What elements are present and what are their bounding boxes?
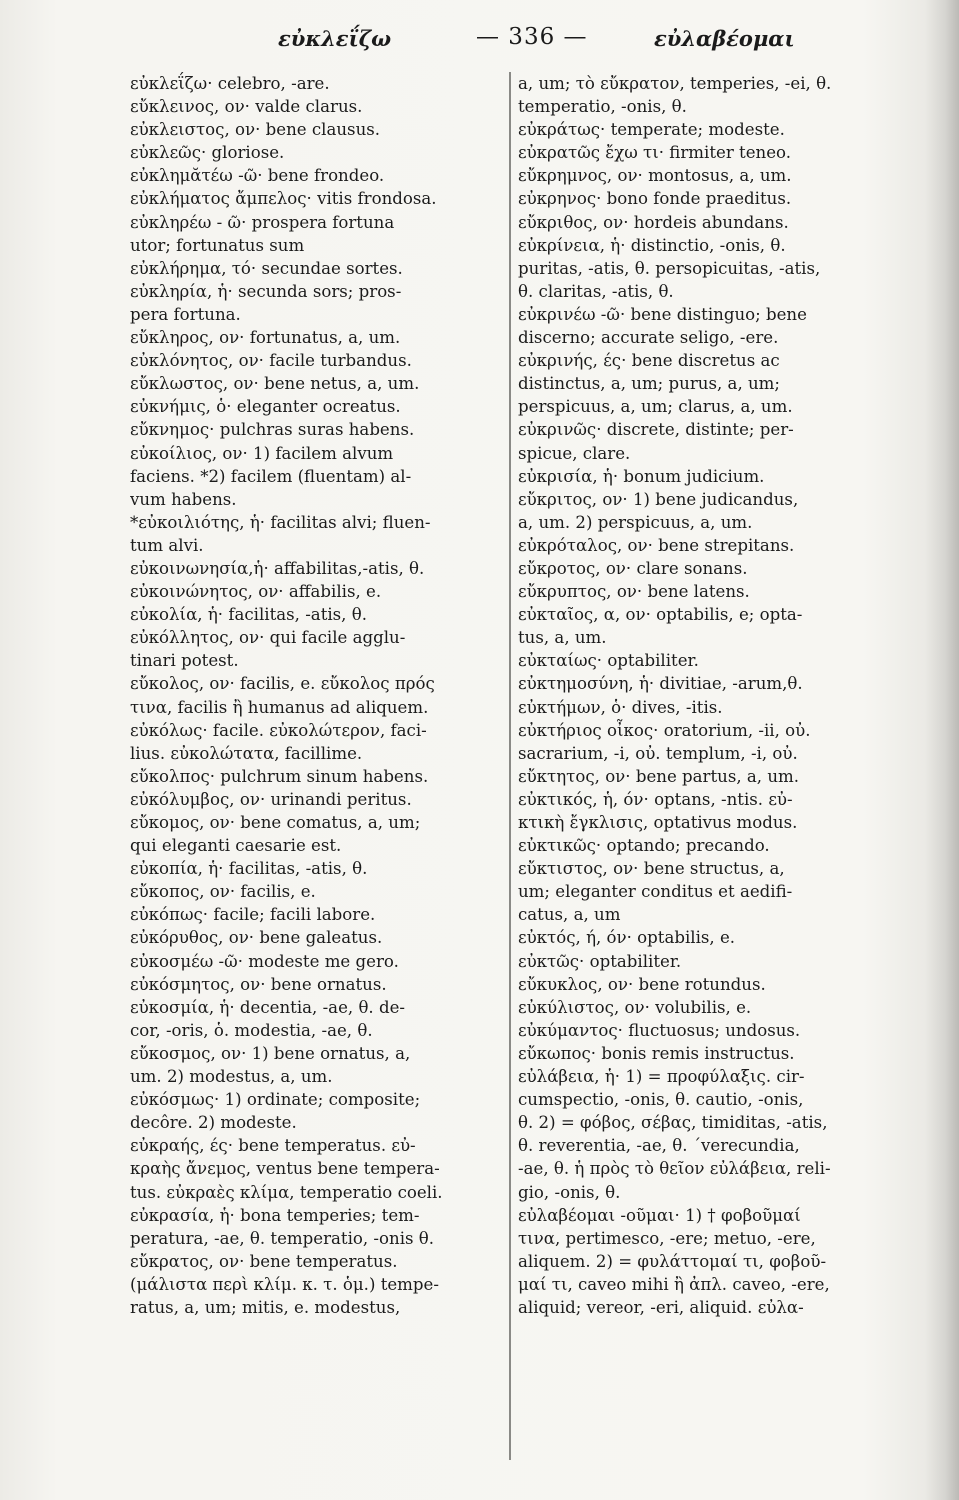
dictionary-line: εὐκρινής, ές· bene discretus ac xyxy=(518,351,780,371)
dictionary-line: εὐκόλυμβος, ον· urinandi peritus. xyxy=(130,789,412,809)
dictionary-line: εὔκληρος, ον· fortunatus, a, um. xyxy=(130,328,401,348)
dictionary-line: (μάλιστα περὶ κλίμ. κ. τ. ὁμ.) tempe- xyxy=(130,1274,439,1294)
dictionary-line: εὐκύλιστος, ον· volubilis, e. xyxy=(518,997,752,1017)
dictionary-line: θ. reverentia, -ae, θ. ´verecundia, xyxy=(518,1136,800,1156)
dictionary-line: εὐκλήματος ἄμπελος· vitis frondosa. xyxy=(130,189,437,209)
dictionary-line: εὐκόσμητος, ον· bene ornatus. xyxy=(130,974,387,994)
dictionary-line: εὐκολία, ἡ· facilitas, -atis, θ. xyxy=(130,605,367,625)
dictionary-line: εὐκόλως· facile. εὐκολώτερον, faci- xyxy=(130,720,427,740)
dictionary-line: εὐκοινώνητος, ον· affabilis, e. xyxy=(130,582,382,602)
dictionary-line: μαί τι, caveo mihi ἢ ἀπλ. caveo, -ere, xyxy=(518,1274,830,1294)
dictionary-line: εὐκληρέω - ῶ· prospera fortuna xyxy=(130,212,395,232)
dictionary-line: εὐκόπως· facile; facili labore. xyxy=(130,905,376,925)
dictionary-line: εὐκταίως· optabiliter. xyxy=(518,651,699,671)
dictionary-line: temperatio, -onis, θ. xyxy=(518,97,687,117)
dictionary-line: qui eleganti caesarie est. xyxy=(130,836,342,856)
dictionary-line: εὐκτικός, ἡ, όν· optans, -ntis. εὐ- xyxy=(518,789,793,809)
dictionary-line: εὔκτιστος, ον· bene structus, a, xyxy=(518,859,785,879)
dictionary-line: εὔκυκλος, ον· bene rotundus. xyxy=(518,974,766,994)
dictionary-line: εὐκόσμως· 1) ordinate; composite; xyxy=(130,1090,421,1110)
dictionary-line: θ. 2) = φόβος, σέβας, timiditas, -atis, xyxy=(518,1113,828,1133)
dictionary-line: vum habens. xyxy=(130,489,237,509)
dictionary-line: aliquem. 2) = φυλάττομαί τι, φοβοῦ- xyxy=(518,1251,827,1271)
dictionary-line: εὐκράτως· temperate; modeste. xyxy=(518,120,785,140)
dictionary-line: sacrarium, -i, οὐ. templum, -i, οὐ. xyxy=(518,743,798,763)
dictionary-line: εὐκρατῶς ἔχω τι· firmiter teneo. xyxy=(518,143,792,163)
dictionary-line: τινα, pertimesco, -ere; metuo, -ere, xyxy=(518,1228,816,1248)
dictionary-line: εὔκριτος, ον· 1) bene judicandus, xyxy=(518,489,799,509)
dictionary-line: gio, -onis, θ. xyxy=(518,1182,621,1202)
dictionary-line: discerno; accurate seligo, -ere. xyxy=(518,328,779,348)
dictionary-line: εὐκτήριος οἶκος· oratorium, -ii, οὐ. xyxy=(518,720,811,740)
dictionary-line: εὔκρατος, ον· bene temperatus. xyxy=(130,1251,398,1271)
dictionary-line: tus. εὐκραὲς κλίμα, temperatio coeli. xyxy=(130,1182,443,1202)
dictionary-line: cor, -oris, ὁ. modestia, -ae, θ. xyxy=(130,1020,373,1040)
dictionary-line: εὐκλόνητος, ον· facile turbandus. xyxy=(130,351,412,371)
dictionary-line: εὐκλεῶς· gloriose. xyxy=(130,143,285,163)
dictionary-line: θ. claritas, -atis, θ. xyxy=(518,281,674,301)
dictionary-line: εὔκροτος, ον· clare sonans. xyxy=(518,558,748,578)
dictionary-line: um. 2) modestus, a, um. xyxy=(130,1067,333,1087)
dictionary-line: tinari potest. xyxy=(130,651,239,671)
dictionary-line: a, um. 2) perspicuus, a, um. xyxy=(518,512,753,532)
dictionary-line: decôre. 2) modeste. xyxy=(130,1113,297,1133)
dictionary-line: tus, a, um. xyxy=(518,628,607,648)
dictionary-line: εὐκοπία, ἡ· facilitas, -atis, θ. xyxy=(130,859,368,879)
dictionary-line: catus, a, um xyxy=(518,905,621,925)
dictionary-line: εὐκοσμέω -ῶ· modeste me gero. xyxy=(130,951,399,971)
page-edge-shadow xyxy=(925,0,959,1500)
dictionary-line: tum alvi. xyxy=(130,535,204,555)
dictionary-line: lius. εὐκολώτατα, facillime. xyxy=(130,743,363,763)
dictionary-line: εὐκλεΐζω· celebro, -are. xyxy=(130,74,330,93)
dictionary-line: εὐκύμαντος· fluctuosus; undosus. xyxy=(518,1020,801,1040)
dictionary-line: εὐκρίνεια, ἡ· distinctio, -onis, θ. xyxy=(518,235,786,255)
right-running-head: εὐλαβέομαι xyxy=(654,26,795,51)
dictionary-line: peratura, -ae, θ. temperatio, -onis θ. xyxy=(130,1228,435,1248)
dictionary-line: faciens. *2) facilem (fluentam) al- xyxy=(130,466,412,486)
dictionary-line: εὐκόρυθος, ον· bene galeatus. xyxy=(130,928,383,948)
dictionary-line: εὐκραής, ές· bene temperatus. εὐ- xyxy=(130,1136,416,1156)
dictionary-line: εὔκολος, ον· facilis, e. εὔκολος πρός xyxy=(130,674,435,694)
left-running-head: εὐκλεΐζω xyxy=(278,26,392,51)
dictionary-line: spicue, clare. xyxy=(518,443,631,463)
dictionary-line: εὐκτήμων, ὁ· dives, -itis. xyxy=(518,697,723,717)
dictionary-line: um; eleganter conditus et aedifi- xyxy=(518,882,793,902)
dictionary-line: εὔκοπος, ον· facilis, e. xyxy=(130,882,316,902)
dictionary-line: εὔκρημνος, ον· montosus, a, um. xyxy=(518,166,792,186)
dictionary-line: εὐκοινωνησία,ἡ· affabilitas,-atis, θ. xyxy=(130,558,425,578)
dictionary-line: puritas, -atis, θ. persopicuitas, -atis, xyxy=(518,258,821,278)
running-header xyxy=(130,22,930,62)
left-column xyxy=(130,72,502,1319)
dictionary-line: εὐκλημᾰτέω -ῶ· bene frondeo. xyxy=(130,166,385,186)
dictionary-line: εὐκταῖος, α, ον· optabilis, e; opta- xyxy=(518,605,803,625)
dictionary-line: εὐκρασία, ἡ· bona temperies; tem- xyxy=(130,1205,420,1225)
dictionary-line: ratus, a, um; mitis, e. modestus, xyxy=(130,1297,401,1317)
dictionary-line: εὔκλωστος, ον· bene netus, a, um. xyxy=(130,374,420,394)
column-divider xyxy=(509,72,511,1460)
dictionary-line: εὔκλεινος, ον· valde clarus. xyxy=(130,97,363,117)
dictionary-line: *εὐκοιλιότης, ἡ· facilitas alvi; fluen- xyxy=(130,512,431,532)
dictionary-line: εὔκολπος· pulchrum sinum habens. xyxy=(130,766,429,786)
dictionary-line: κραὴς ἄνεμος, ventus bene tempera- xyxy=(130,1159,440,1179)
dictionary-line: εὐκρινῶς· discrete, distinte; per- xyxy=(518,420,794,440)
dictionary-line: εὐκλήρημα, τό· secundae sortes. xyxy=(130,258,403,278)
dictionary-line: εὐκνήμις, ὁ· eleganter ocreatus. xyxy=(130,397,401,417)
dictionary-line: εὐλαβέομαι -οῦμαι· 1) † φοβοῦμαί xyxy=(518,1205,801,1225)
dictionary-line: εὐλάβεια, ἡ· 1) = προφύλαξις. cir- xyxy=(518,1067,805,1087)
dictionary-line: εὐκοσμία, ἡ· decentia, -ae, θ. de- xyxy=(130,997,406,1017)
dictionary-line: εὐκοίλιος, ον· 1) facilem alvum xyxy=(130,443,394,463)
dictionary-line: εὐκτῶς· optabiliter. xyxy=(518,951,682,971)
dictionary-line: -ae, θ. ἡ πρὸς τὸ θεῖον εὐλάβεια, reli- xyxy=(518,1159,831,1179)
dictionary-line: εὐκτημοσύνη, ἡ· divitiae, -arum,θ. xyxy=(518,674,803,694)
dictionary-line: distinctus, a, um; purus, a, um; xyxy=(518,374,780,394)
right-column xyxy=(518,72,916,1319)
page-number: — 336 — xyxy=(476,24,588,50)
dictionary-line: εὔκρυπτος, ον· bene latens. xyxy=(518,582,750,602)
dictionary-line: εὐκληρία, ἡ· secunda sors; pros- xyxy=(130,281,402,301)
dictionary-line: εὐκτός, ή, όν· optabilis, e. xyxy=(518,928,736,948)
dictionary-line: εὔκοσμος, ον· 1) bene ornatus, a, xyxy=(130,1043,411,1063)
dictionary-line: pera fortuna. xyxy=(130,304,241,324)
dictionary-line: εὐκτικῶς· optando; precando. xyxy=(518,836,770,856)
dictionary-line: εὐκρινέω -ῶ· bene distinguo; bene xyxy=(518,304,807,324)
dictionary-line: εὔκτητος, ον· bene partus, a, um. xyxy=(518,766,800,786)
dictionary-line: aliquid; vereor, -eri, aliquid. εὐλα- xyxy=(518,1297,804,1317)
dictionary-line: utor; fortunatus sum xyxy=(130,235,305,255)
dictionary-line: εὐκρηνος· bono fonde praeditus. xyxy=(518,189,792,209)
dictionary-line: εὔκνημος· pulchras suras habens. xyxy=(130,420,415,440)
dictionary-line: εὐκλειστος, ον· bene clausus. xyxy=(130,120,381,140)
dictionary-line: cumspectio, -onis, θ. cautio, -onis, xyxy=(518,1090,804,1110)
dictionary-line: εὐκόλλητος, ον· qui facile agglu- xyxy=(130,628,406,648)
dictionary-line: εὔκωπος· bonis remis instructus. xyxy=(518,1043,795,1063)
dictionary-line: εὐκρισία, ἡ· bonum judicium. xyxy=(518,466,765,486)
dictionary-line: a, um; τὸ εὔκρατον, temperies, -ei, θ. xyxy=(518,74,832,93)
dictionary-line: κτικὴ ἔγκλισις, optativus modus. xyxy=(518,813,798,832)
dictionary-line: εὐκρόταλος, ον· bene strepitans. xyxy=(518,535,795,555)
dictionary-line: τινα, facilis ἢ humanus ad aliquem. xyxy=(130,697,429,717)
dictionary-line: perspicuus, a, um; clarus, a, um. xyxy=(518,397,793,417)
dictionary-line: εὔκριθος, ον· hordeis abundans. xyxy=(518,212,789,232)
dictionary-line: εὔκομος, ον· bene comatus, a, um; xyxy=(130,813,421,832)
